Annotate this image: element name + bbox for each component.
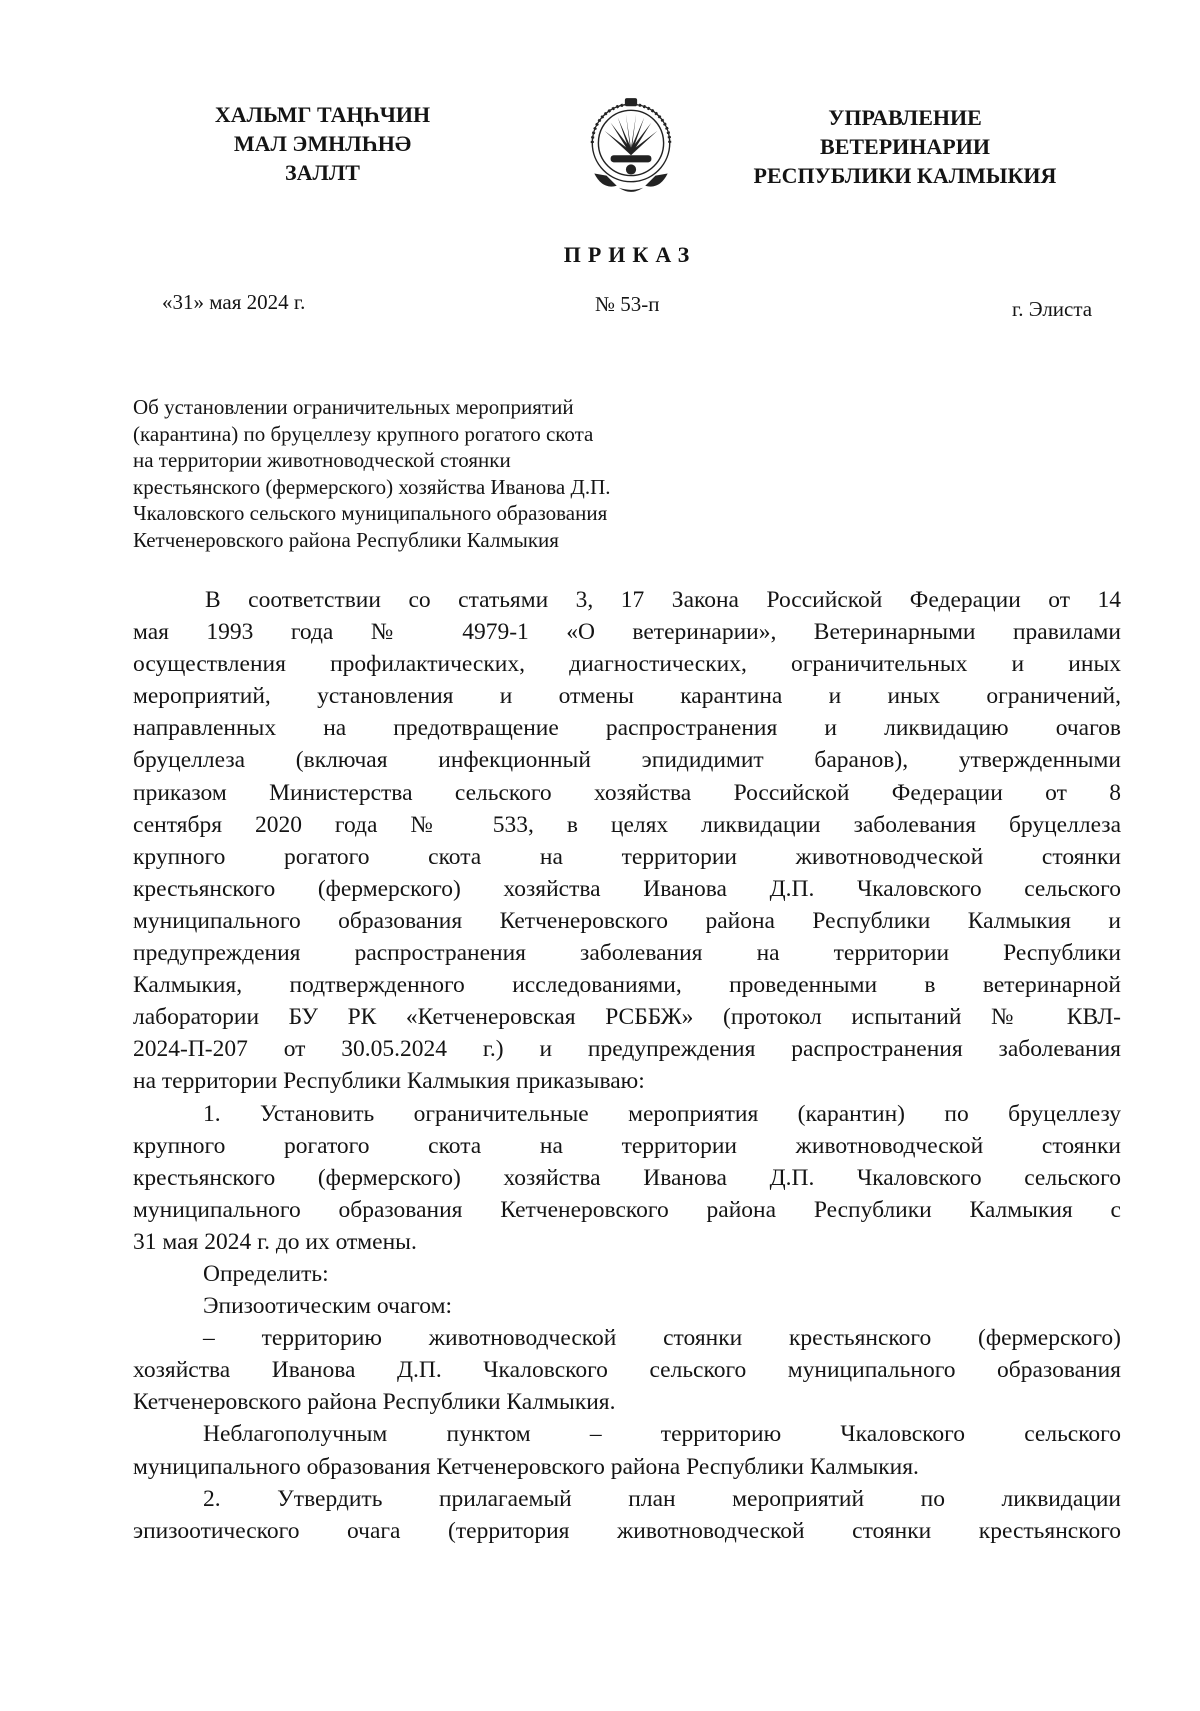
header-right-line: УПРАВЛЕНИЕ [828, 105, 982, 130]
body-line: муниципального образования Кетченеровского района Республики Калмыкия с [133, 1196, 1121, 1223]
body-line: хозяйства Иванова Д.П. Чкаловского сельского муниципального образования [133, 1357, 1121, 1384]
body-line: 2024-П-207 от 30.05.2024 г.) и предупреждения распространения заболевания [133, 1036, 1121, 1063]
body-line: крестьянского (фермерского) хозяйства Иванова Д.П. Чкаловского сельского [133, 875, 1121, 902]
body-line: 2. Утвердить прилагаемый план мероприятий по ликвидации [203, 1485, 1121, 1512]
body-line: на территории Республики Калмыкия приказываю: [133, 1068, 645, 1095]
subject-line: на территории животноводческой стоянки [133, 448, 511, 473]
body-line: сентября 2020 года № 533, в целях ликвидации заболевания бруцеллеза [133, 811, 1121, 838]
order-number: № 53-п [595, 292, 660, 316]
header-right-line: РЕСПУБЛИКИ КАЛМЫКИЯ [753, 163, 1057, 188]
body-line: мая 1993 года № 4979-1 «О ветеринарии», Ветеринарными правилами [133, 619, 1121, 646]
subject-line: (карантина) по бруцеллезу крупного рогатого скота [133, 421, 594, 446]
order-body [133, 584, 1121, 1547]
order-city: г. Элиста [1012, 297, 1093, 321]
body-line: Определить: [203, 1260, 329, 1287]
emblem-of-kalmykia-icon [580, 92, 682, 198]
header-left-line: ЗАЛЛТ [285, 160, 360, 185]
header-kalmyk-title [200, 100, 445, 187]
body-line: Кетченеровского района Республики Калмыкия. [133, 1389, 616, 1416]
subject-line: Об установлении ограничительных мероприятий [133, 395, 574, 419]
body-line: крупного рогатого скота на территории животноводческой стоянки [133, 1132, 1121, 1159]
document-type-title: ПРИКАЗ [563, 242, 697, 267]
body-line: лаборатории БУ РК «Кетченеровская РСББЖ» (протокол испытаний № КВЛ- [133, 1004, 1121, 1031]
header-russian-title [730, 103, 1080, 190]
body-line: крестьянского (фермерского) хозяйства Иванова Д.П. Чкаловского сельского [133, 1164, 1121, 1191]
body-line: эпизоотического очага (территория животноводческой стоянки крестьянского [133, 1517, 1121, 1544]
subject-line: Кетченеровского района Республики Калмыкия [133, 527, 559, 552]
body-line: 31 мая 2024 г. до их отмены. [133, 1228, 417, 1255]
body-line: Неблагополучным пунктом – территорию Чкаловского сельского [203, 1421, 1121, 1448]
subject-line: Чкаловского сельского муниципального образования [133, 501, 608, 526]
body-line: – территорию животноводческой стоянки крестьянского (фермерского) [203, 1325, 1121, 1352]
header-left-line: МАЛ ЭМНЛҺНӘ [233, 131, 412, 156]
order-subject [133, 394, 753, 554]
body-line: мероприятий, установления и отмены карантина и иных ограничений, [133, 683, 1121, 710]
body-line: Калмыкия, подтвержденного исследованиями, проведенными в ветеринарной [133, 972, 1121, 999]
header-right-line: ВЕТЕРИНАРИИ [820, 134, 990, 159]
body-line: предупреждения распространения заболевания на территории Республики [133, 940, 1121, 967]
body-line: крупного рогатого скота на территории животноводческой стоянки [133, 843, 1121, 870]
order-date: «31» мая 2024 г. [162, 290, 306, 314]
body-line: муниципального образования Кетченеровского района Республики Калмыкия. [133, 1453, 919, 1480]
body-line: муниципального образования Кетченеровского района Республики Калмыкия и [133, 907, 1121, 934]
body-line: 1. Установить ограничительные мероприятия (карантин) по бруцеллезу [203, 1100, 1121, 1127]
body-line: Эпизоотическим очагом: [203, 1293, 452, 1320]
body-line: направленных на предотвращение распространения и ликвидацию очагов [133, 715, 1121, 742]
subject-line: крестьянского (фермерского) хозяйства Иванова Д.П. [133, 474, 611, 499]
body-line: осуществления профилактических, диагностических, ограничительных и иных [133, 651, 1121, 678]
body-line: бруцеллеза (включая инфекционный эпидидимит баранов), утвержденными [133, 747, 1121, 774]
body-line: приказом Министерства сельского хозяйства Российской Федерации от 8 [133, 779, 1121, 806]
header-left-line: ХАЛЬМГ ТАҢҺЧИН [214, 102, 431, 127]
body-line: В соответствии со статьями 3, 17 Закона Российской Федерации от 14 [205, 587, 1121, 613]
